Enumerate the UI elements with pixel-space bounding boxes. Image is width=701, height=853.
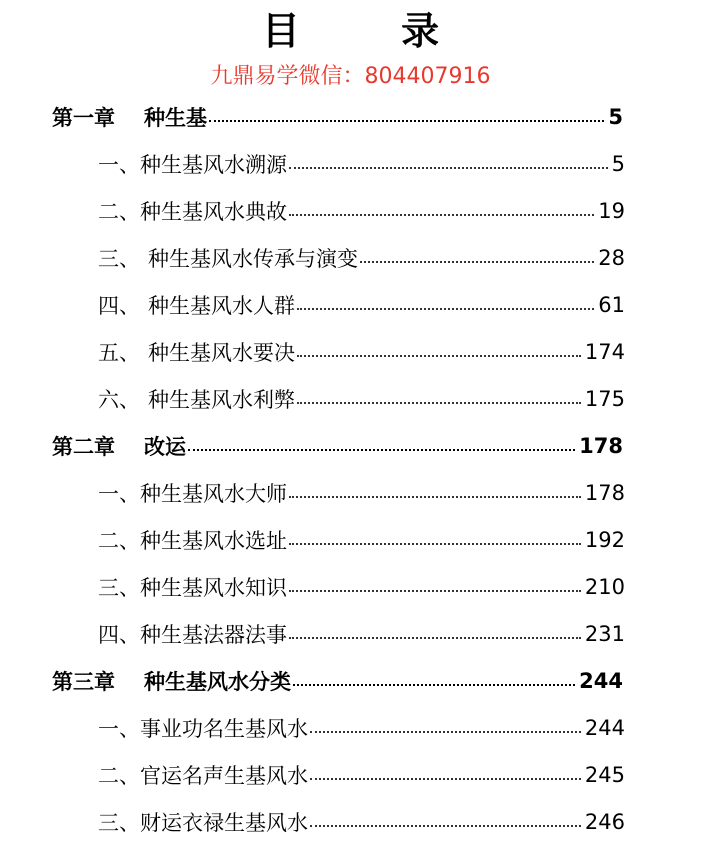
dot-leader bbox=[188, 449, 575, 451]
toc-page-number: 244 bbox=[584, 715, 625, 740]
toc-chapter-3[interactable] bbox=[0, 657, 701, 704]
toc-section-1-6[interactable] bbox=[0, 375, 701, 422]
dot-leader bbox=[297, 308, 594, 310]
toc-page-number: 28 bbox=[598, 245, 625, 270]
toc-page-number: 19 bbox=[598, 198, 625, 223]
dot-leader bbox=[297, 355, 581, 357]
dot-leader bbox=[293, 684, 575, 686]
toc-page-number: 245 bbox=[584, 762, 625, 787]
toc-number: 三、 bbox=[98, 246, 140, 271]
dot-leader bbox=[289, 214, 594, 216]
toc-number: 四、 bbox=[98, 293, 140, 318]
dot-leader bbox=[289, 637, 581, 639]
toc-page-number: 5 bbox=[611, 151, 625, 176]
dot-leader bbox=[360, 261, 594, 263]
toc-page-number: 5 bbox=[608, 104, 623, 129]
toc-title: 种生基法器法事 bbox=[140, 622, 287, 647]
dot-leader bbox=[310, 778, 581, 780]
toc-number: 二、 bbox=[98, 528, 140, 553]
toc-section-3-1[interactable] bbox=[0, 704, 701, 751]
dot-leader bbox=[289, 590, 581, 592]
toc-title: 财运衣禄生基风水 bbox=[140, 810, 308, 835]
toc-title: 种生基风水选址 bbox=[140, 528, 287, 553]
toc-section-1-5[interactable] bbox=[0, 328, 701, 375]
dot-leader bbox=[289, 167, 608, 169]
toc-section-1-2[interactable] bbox=[0, 187, 701, 234]
toc-section-1-1[interactable] bbox=[0, 140, 701, 187]
toc-number: 第一章 bbox=[52, 105, 115, 130]
dot-leader bbox=[310, 731, 581, 733]
toc-number: 一、 bbox=[98, 481, 140, 506]
toc-section-2-4[interactable] bbox=[0, 610, 701, 657]
toc-section-2-3[interactable] bbox=[0, 563, 701, 610]
toc-page-number: 178 bbox=[579, 433, 623, 458]
toc-title: 种生基风水利弊 bbox=[148, 387, 295, 412]
toc-page-number: 210 bbox=[584, 574, 625, 599]
toc-section-1-4[interactable] bbox=[0, 281, 701, 328]
toc-title: 种生基风水典故 bbox=[140, 199, 287, 224]
toc-number: 三、 bbox=[98, 575, 140, 600]
toc-number: 二、 bbox=[98, 199, 140, 224]
toc-number: 四、 bbox=[98, 622, 140, 647]
toc-number: 第三章 bbox=[52, 669, 115, 694]
dot-leader bbox=[289, 496, 581, 498]
toc-page-number: 246 bbox=[584, 809, 625, 834]
toc-page-number: 174 bbox=[584, 339, 625, 364]
toc-title: 事业功名生基风水 bbox=[140, 716, 308, 741]
toc-title: 种生基 bbox=[144, 105, 207, 130]
toc-page-number: 178 bbox=[584, 480, 625, 505]
toc-number: 五、 bbox=[98, 340, 140, 365]
toc-number: 六、 bbox=[98, 387, 140, 412]
toc-title: 种生基风水大师 bbox=[140, 481, 287, 506]
toc-page-number: 175 bbox=[584, 386, 625, 411]
toc-number: 一、 bbox=[98, 716, 140, 741]
toc-number: 二、 bbox=[98, 763, 140, 788]
toc-section-2-2[interactable] bbox=[0, 516, 701, 563]
toc-title: 改运 bbox=[144, 434, 186, 459]
toc-section-1-3[interactable] bbox=[0, 234, 701, 281]
toc-page-number: 192 bbox=[584, 527, 625, 552]
toc-page-number: 231 bbox=[584, 621, 625, 646]
toc-title: 种生基风水分类 bbox=[144, 669, 291, 694]
toc-number: 一、 bbox=[98, 152, 140, 177]
dot-leader bbox=[289, 543, 581, 545]
toc-number: 第二章 bbox=[52, 434, 115, 459]
toc-chapter-2[interactable] bbox=[0, 422, 701, 469]
toc-title: 种生基风水传承与演变 bbox=[148, 246, 358, 271]
toc-title: 种生基风水人群 bbox=[148, 293, 295, 318]
wechat-watermark: 九鼎易学微信：804407916 bbox=[210, 64, 491, 89]
toc-title: 种生基风水溯源 bbox=[140, 152, 287, 177]
toc-page-number: 244 bbox=[579, 668, 623, 693]
toc-number: 三、 bbox=[98, 810, 140, 835]
toc-title: 种生基风水知识 bbox=[140, 575, 287, 600]
dot-leader bbox=[297, 402, 581, 404]
page-title: 目 录 bbox=[261, 9, 484, 53]
toc-page-number: 61 bbox=[598, 292, 625, 317]
toc-section-3-2[interactable] bbox=[0, 751, 701, 798]
toc-chapter-1[interactable] bbox=[0, 93, 701, 140]
toc-title: 种生基风水要决 bbox=[148, 340, 295, 365]
toc-section-2-1[interactable] bbox=[0, 469, 701, 516]
dot-leader bbox=[209, 120, 604, 122]
dot-leader bbox=[310, 825, 581, 827]
toc-title: 官运名声生基风水 bbox=[140, 763, 308, 788]
toc-section-3-3[interactable] bbox=[0, 798, 701, 845]
